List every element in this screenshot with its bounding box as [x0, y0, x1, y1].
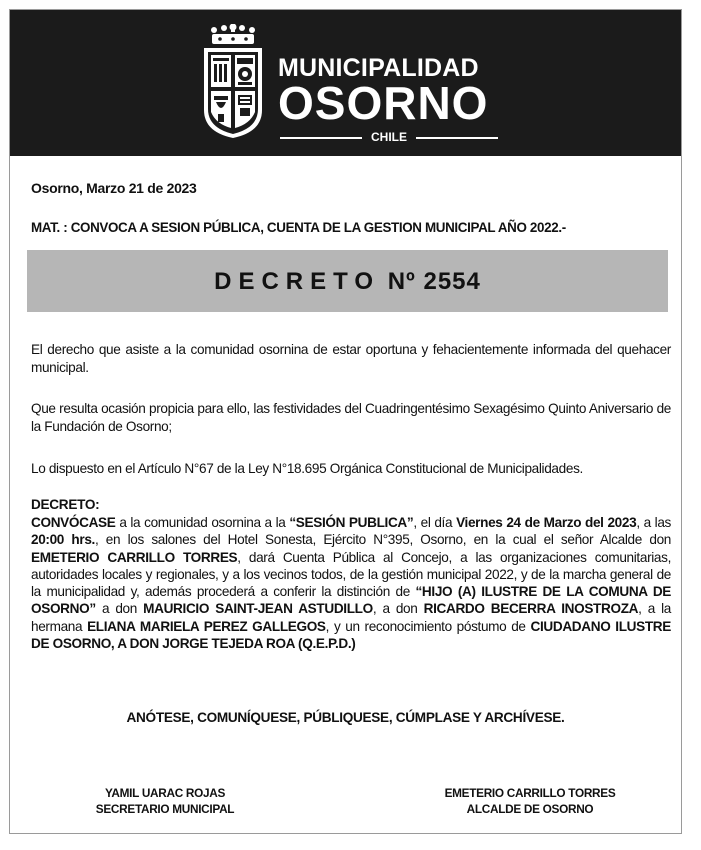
signatory-title: SECRETARIO MUNICIPAL — [95, 802, 235, 816]
body-segment: “HIJO (A) ILUSTRE DE LA COMUNA DE OSORNO” — [31, 584, 672, 617]
decree-notice — [9, 9, 682, 834]
decree-body — [31, 514, 671, 652]
body-segment: , en los salones del Hotel Sonesta, Ejército N°395, Osorno, en la cual el señor Alcalde don — [94, 532, 672, 548]
header-banner — [10, 10, 681, 156]
body-segment: CIUDADANO ILUSTRE DE OSORNO, A DON JORGE TEJEDA ROA (Q.E.P.D.) — [31, 618, 671, 652]
body-segment: , a don — [372, 601, 424, 617]
org-name: MUNICIPALIDAD — [278, 54, 479, 82]
signature-secretary — [80, 785, 250, 817]
decree-title — [27, 268, 668, 296]
body-segment: MAURICIO SAINT-JEAN ASTUDILLO — [143, 601, 373, 617]
body-segment: , a la hermana — [31, 601, 671, 634]
decree-title-banner — [27, 250, 668, 312]
signatory-name: EMETERIO CARRILLO TORRES — [444, 786, 616, 800]
body-segment: RICARDO BECERRA INOSTROZA — [423, 601, 639, 617]
decree-number: Nº 2554 — [387, 268, 481, 295]
body-segment: “SESIÓN PUBLICA” — [289, 515, 414, 530]
body-segment: a don — [95, 601, 144, 617]
document-date: Osorno, Marzo 21 de 2023 — [31, 180, 197, 196]
coat-of-arms-icon — [198, 24, 268, 142]
body-segment: 20:00 hrs. — [31, 532, 95, 548]
org-city: OSORNO — [278, 77, 489, 129]
divider-right — [416, 137, 498, 139]
country-label: CHILE — [371, 130, 407, 144]
body-segment: ELIANA MARIELA PEREZ GALLEGOS — [87, 618, 326, 634]
body-segment: CONVÓCASE — [31, 515, 116, 530]
body-segment: Viernes 24 de Marzo del 2023 — [456, 515, 637, 530]
body-segment: , dará Cuenta Pública al Concejo, a las organizaciones comunitarias, autoridades locales y regionales, y a los vecinos todos, de la gestión municipal 2022, y de la marcha general de la municipalidad y, además procederá a conferir la distinción de — [31, 549, 671, 600]
signature-mayor — [430, 785, 630, 817]
body-segment: EMETERIO CARRILLO TORRES — [31, 549, 238, 565]
signatory-name: YAMIL UARAC ROJAS — [104, 786, 226, 800]
body-segment: , a las — [636, 515, 671, 530]
signatory-title: ALCALDE DE OSORNO — [466, 802, 594, 816]
document-subject: MAT. : CONVOCA A SESION PÚBLICA, CUENTA DE LA GESTION MUNICIPAL AÑO 2022.- — [31, 220, 566, 235]
body-segment: , y un reconocimiento póstumo de — [325, 618, 531, 634]
closing-formula: ANÓTESE, COMUNÍQUESE, PÚBLIQUESE, CÚMPLASE Y ARCHÍVESE. — [126, 710, 565, 725]
considerando-2: Que resulta ocasión propicia para ello, las festividades del Cuadringentésimo Sexagésimo Quinto Aniversario de la Fundación de Osorno; — [31, 401, 671, 434]
body-segment: , el día — [413, 515, 457, 530]
decree-word: DECRETO — [214, 268, 381, 295]
considerando-3: Lo dispuesto en el Artículo N°67 de la Ley N°18.695 Orgánica Constitucional de Municipalidades. — [31, 461, 583, 476]
org-country — [280, 130, 498, 144]
decreto-label: DECRETO: — [31, 497, 100, 512]
body-segment: a la comunidad osornina a la — [115, 515, 290, 530]
considerando-1: El derecho que asiste a la comunidad osornina de estar oportuna y fehacientemente informada del quehacer municipal. — [31, 342, 671, 375]
